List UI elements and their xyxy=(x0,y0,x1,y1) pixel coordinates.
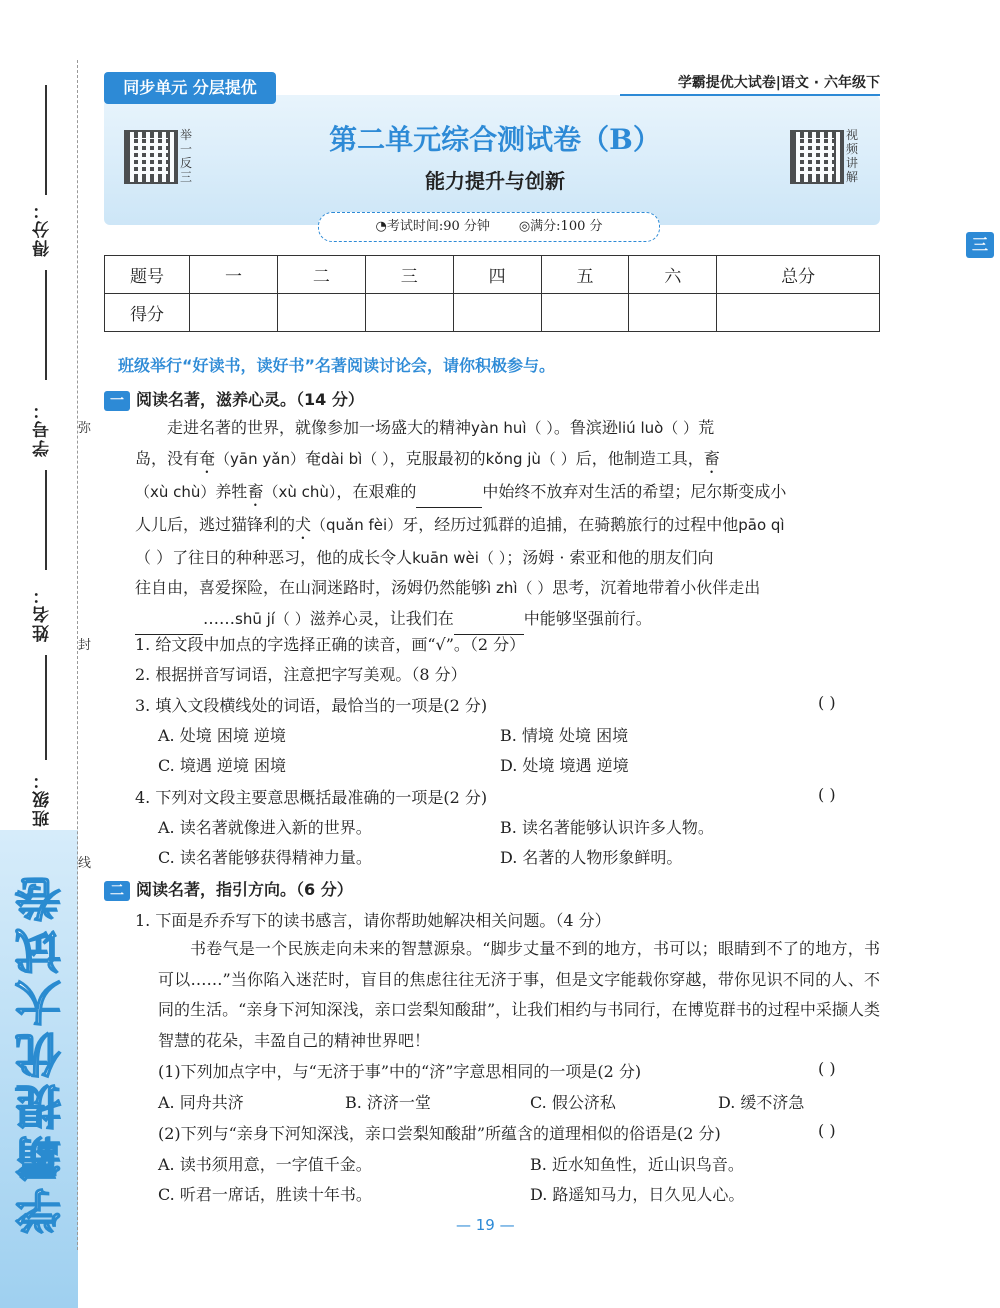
option-d[interactable]: D. 缓不济急 xyxy=(718,1093,805,1112)
section-title: 阅读名著，指引方向。（6 分） xyxy=(136,880,353,899)
option-c[interactable]: C. 假公济私 xyxy=(530,1093,616,1112)
score-label: 得分： xyxy=(33,200,53,257)
unit-tag: 同步单元 分层提优 xyxy=(104,72,276,104)
table-cell: 二 xyxy=(277,256,365,294)
section-2-passage: 书卷气是一个民族走向未来的智慧源泉。“脚步丈量不到的地方，书可以；眼睛到不了的地方，书可以……”当你陷入迷茫时，盲目的焦虑往往无济于事，但是文字能载你穿越，带你见识不同的人、不同的生活。“亲身下河知深浅，亲口尝梨知酸甜”，让我们相约与书同行，在博览群书的过程中采撷人类智慧的花朵，丰盈自己的精神世界吧！ xyxy=(158,939,880,1050)
passage-line: （ ）了往日的种种恶习，他的成长令人kuān wèi（ ）；汤姆 · 索亚和他的朋友们向 xyxy=(135,547,714,567)
name-line[interactable] xyxy=(45,470,47,570)
table-cell: 五 xyxy=(541,256,629,294)
seal-char: 封 xyxy=(78,632,91,655)
exam-info xyxy=(318,212,660,242)
student-id-label: 学号： xyxy=(33,400,53,457)
full-score: ◎满分:100 分 xyxy=(518,219,603,234)
fill-blank[interactable] xyxy=(135,604,203,636)
section-number: 二 xyxy=(104,881,130,901)
passage-line: 走进名著的世界，就像参加一场盛大的精神yàn huì（ ）。鲁滨逊liú luò（ ）荒 xyxy=(167,418,715,437)
score-cell[interactable] xyxy=(365,294,453,332)
section-1-heading xyxy=(104,387,364,411)
option-a[interactable]: A. 处境 困境 逆境 xyxy=(158,726,286,745)
score-cell[interactable] xyxy=(453,294,541,332)
student-id-line[interactable] xyxy=(45,270,47,380)
qr-left-caption: 举一反三 xyxy=(180,128,193,184)
option-b[interactable]: B. 济济一堂 xyxy=(345,1093,431,1112)
table-row xyxy=(105,294,880,332)
table-cell: 一 xyxy=(190,256,278,294)
score-cell[interactable] xyxy=(717,294,880,332)
answer-bracket[interactable]: ( ) xyxy=(818,1059,836,1078)
question-2-1: 1. 下面是乔乔写下的读书感言，请你帮助她解决相关问题。（4 分） xyxy=(135,911,611,930)
unit-side-tab: 三 xyxy=(966,232,994,258)
section-number: 一 xyxy=(104,391,130,411)
name-label: 姓名： xyxy=(33,585,53,642)
option-c[interactable]: C. 境遇 逆境 困境 xyxy=(158,756,287,775)
table-cell: 三 xyxy=(365,256,453,294)
option-c[interactable]: C. 读名著能够获得精神力量。 xyxy=(158,848,372,867)
qr-right-caption: 视频讲解 xyxy=(846,128,859,184)
score-cell[interactable] xyxy=(541,294,629,332)
brand-vertical-text: 学霸提优大试卷 xyxy=(14,870,68,1234)
fill-blank[interactable] xyxy=(416,477,482,509)
section-2-heading xyxy=(104,877,353,901)
answer-bracket[interactable]: ( ) xyxy=(818,693,836,712)
option-c[interactable]: C. 听君一席话，胜读十年书。 xyxy=(158,1185,372,1204)
seal-char: 线 xyxy=(78,850,91,873)
intro-text: 班级举行“好读书，读好书”名著阅读讨论会，请你积极参与。 xyxy=(118,356,556,375)
exam-time: ◔考试时间:90 分钟 xyxy=(375,219,490,234)
passage-line: 往自由，喜爱探险，在山洞迷路时，汤姆仍然能够ì zhì（ ）思考，沉着地带着小伙伴走出 xyxy=(135,578,761,597)
passage-line: ……shū jí（ ）滋养心灵，让我们在 中能够坚强前行。 xyxy=(135,604,880,636)
fill-blank[interactable] xyxy=(454,604,524,636)
page-title: 第二单元综合测试卷（B） xyxy=(329,123,661,156)
header-banner xyxy=(104,95,880,225)
seal-char: 弥 xyxy=(78,415,91,438)
sub-question-1: (1)下列加点字中，与“无济于事”中的“济”字意思相同的一项是(2 分) xyxy=(158,1062,642,1081)
page-number: — 19 — xyxy=(456,1216,515,1234)
option-a[interactable]: A. 读名著就像进入新的世界。 xyxy=(158,818,372,837)
page-subtitle: 能力提升与创新 xyxy=(425,169,565,193)
option-d[interactable]: D. 路遥知马力，日久见人心。 xyxy=(530,1185,745,1204)
passage-line: 岛，没有奄（yān yǎn）奄dài bì（ ），克服最初的kǒng jù（ ）后，他制造工具，畜 xyxy=(135,448,720,468)
table-cell: 四 xyxy=(453,256,541,294)
question-1-1: 1. 给文段中加点的字选择正确的读音，画“√”。（2 分） xyxy=(135,635,526,654)
option-a[interactable]: A. 同舟共济 xyxy=(158,1093,244,1112)
option-b[interactable]: B. 近水知鱼性，近山识鸟音。 xyxy=(530,1155,744,1174)
question-1-4: 4. 下列对文段主要意思概括最准确的一项是(2 分) xyxy=(135,788,488,807)
seal-dashed-line xyxy=(77,60,78,1250)
qr-code-right-icon[interactable] xyxy=(790,130,844,184)
sub-question-2: (2)下列与“亲身下河知深浅，亲口尝梨知酸甜”所蕴含的道理相似的俗语是(2 分) xyxy=(158,1124,721,1143)
class-line[interactable] xyxy=(45,655,47,760)
section-title: 阅读名著，滋养心灵。（14 分） xyxy=(136,390,364,409)
table-row xyxy=(105,256,880,294)
table-cell: 总分 xyxy=(717,256,880,294)
series-title: 学霸提优大试卷|语文 · 六年级下 xyxy=(620,72,880,96)
score-cell[interactable] xyxy=(277,294,365,332)
score-cell[interactable] xyxy=(190,294,278,332)
option-a[interactable]: A. 读书须用意，一字值千金。 xyxy=(158,1155,372,1174)
option-b[interactable]: B. 情境 处境 困境 xyxy=(500,726,629,745)
table-cell: 六 xyxy=(629,256,717,294)
answer-bracket[interactable]: ( ) xyxy=(818,1121,836,1140)
question-1-3: 3. 填入文段横线处的词语，最恰当的一项是(2 分) xyxy=(135,696,488,715)
option-b[interactable]: B. 读名著能够认识许多人物。 xyxy=(500,818,714,837)
table-cell: 题号 xyxy=(105,256,190,294)
score-table xyxy=(104,255,880,332)
table-cell: 得分 xyxy=(105,294,190,332)
passage-line: 人儿后，逃过猫锋利的犬（quǎn fèi）牙，经历过狐群的追捕，在骑鹅旅行的过程中他pāo qì xyxy=(135,514,785,534)
option-d[interactable]: D. 名著的人物形象鲜明。 xyxy=(500,848,683,867)
class-label: 班级： xyxy=(33,770,53,827)
score-cell[interactable] xyxy=(629,294,717,332)
question-1-2: 2. 根据拼音写词语，注意把字写美观。（8 分） xyxy=(135,665,467,684)
score-line xyxy=(45,85,47,195)
answer-bracket[interactable]: ( ) xyxy=(818,785,836,804)
section-1-passage xyxy=(135,413,880,635)
option-d[interactable]: D. 处境 境遇 逆境 xyxy=(500,756,629,775)
qr-code-left-icon[interactable] xyxy=(124,130,178,184)
passage-line: （xù chù）养牲畜（xù chù），在艰难的 中始终不放弃对生活的希望；尼尔斯变成小 xyxy=(135,477,880,510)
